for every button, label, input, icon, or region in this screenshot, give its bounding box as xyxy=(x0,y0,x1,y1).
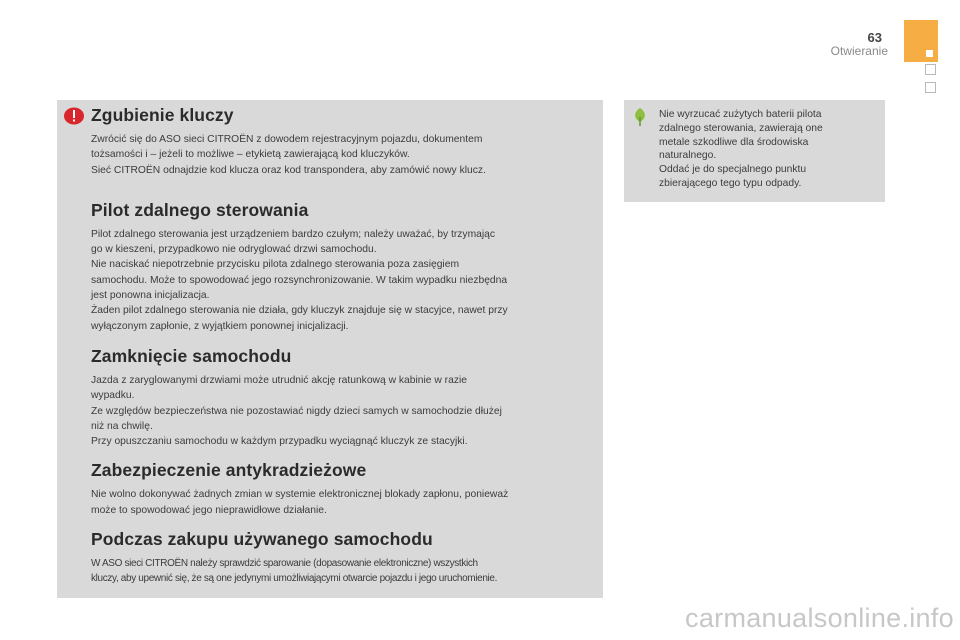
paragraph-line: kluczy, aby upewnić się, że są one jedynymi umożliwiającymi otwarcie pojazdu i jego uruchomienie. xyxy=(91,573,498,585)
paragraph-line: samochodu. Może to spowodować jego rozsynchronizowanie. W takim wypadku niezbędna xyxy=(91,274,508,286)
paragraph-line: Zwrócić się do ASO sieci CITROËN z dowodem rejestracyjnym pojazdu, dokumentem xyxy=(91,134,483,145)
section-name: Otwieranie xyxy=(830,44,888,58)
section-remote-control xyxy=(91,200,596,334)
section-anti-theft xyxy=(91,460,596,518)
side-note-line: Oddać je do specjalnego punktu xyxy=(659,164,807,176)
paragraph-line: jest ponowna inicjalizacja. xyxy=(91,290,210,302)
page-number: 63 xyxy=(867,30,882,45)
paragraph-line: Pilot zdalnego sterowania jest urządzeniem bardzo czułym; należy uważać, by trzymając xyxy=(91,228,496,240)
paragraph-line: tożsamości i – jeżeli to możliwe – etykietą zawierającą kod kluczyków. xyxy=(91,149,410,161)
section-title: Zabezpieczenie antykradzieżowe xyxy=(91,460,367,481)
paragraph-line: niż na chwilę. xyxy=(91,420,153,432)
section-locking xyxy=(91,346,596,449)
side-note-line: zbierającego tego typu odpady. xyxy=(659,177,802,189)
paragraph-line: Jazda z zaryglowanymi drzwiami może utrudnić akcję ratunkową w kabinie w razie xyxy=(91,374,467,386)
watermark: carmanualsonline.info xyxy=(685,603,954,633)
section-lost-keys xyxy=(91,105,596,178)
section-title: Podczas zakupu używanego samochodu xyxy=(91,529,433,550)
paragraph-line: Sieć CITROËN odnajdzie kod klucza oraz kod transpondera, aby zamówić nowy klucz. xyxy=(91,164,486,176)
paragraph-line: Ze względów bezpieczeństwa nie pozostawiać nigdy dzieci samych w samochodzie dłużej xyxy=(91,405,502,417)
side-note-line: zdalnego sterowania, zawierają one xyxy=(659,122,823,134)
paragraph-line: Żaden pilot zdalnego sterowania nie działa, gdy kluczyk znajduje się w stacyjce, nawet przy xyxy=(91,305,508,317)
side-note-line: Nie wyrzucać zużytych baterii pilota xyxy=(659,109,822,120)
paragraph-line: może to spowodować jego nieprawidłowe działanie. xyxy=(91,504,327,516)
section-used-car xyxy=(91,529,596,587)
paragraph-line: W ASO sieci CITROËN należy sprawdzić sparowanie (dopasowanie elektroniczne) wszystkich xyxy=(91,558,478,570)
paragraph-line: Nie naciskać niepotrzebnie przycisku pilota zdalnego sterowania poza zasięgiem xyxy=(91,259,460,271)
side-note-line: naturalnego. xyxy=(659,150,717,162)
section-title: Pilot zdalnego sterowania xyxy=(91,199,309,220)
paragraph-line: wyłączonym zapłonie, z wyjątkiem ponownej inicjalizacji. xyxy=(91,320,349,332)
paragraph-line: Przy opuszczaniu samochodu w każdym przypadku wyciągnąć kluczyk ze stacyjki. xyxy=(91,436,468,448)
chapter-tab-empty-1[interactable] xyxy=(925,64,936,75)
section-title: Zgubienie kluczy xyxy=(91,105,234,125)
chapter-tab[interactable] xyxy=(904,20,938,62)
side-note-text xyxy=(659,108,881,191)
side-note-line: metale szkodliwe dla środowiska xyxy=(659,136,809,148)
main-content xyxy=(91,105,596,587)
chapter-tab-empty-2[interactable] xyxy=(925,82,936,93)
paragraph-line: wypadku. xyxy=(91,390,135,402)
warning-icon xyxy=(63,107,85,125)
paragraph-line: Nie wolno dokonywać żadnych zmian w systemie elektronicznej blokady zapłonu, ponieważ xyxy=(91,489,509,501)
paragraph-line: go w kieszeni, przypadkowo nie odryglować drzwi samochodu. xyxy=(91,244,377,256)
chapter-tab-marker xyxy=(926,50,933,57)
section-title: Zamknięcie samochodu xyxy=(91,345,292,366)
environment-icon xyxy=(632,107,648,127)
